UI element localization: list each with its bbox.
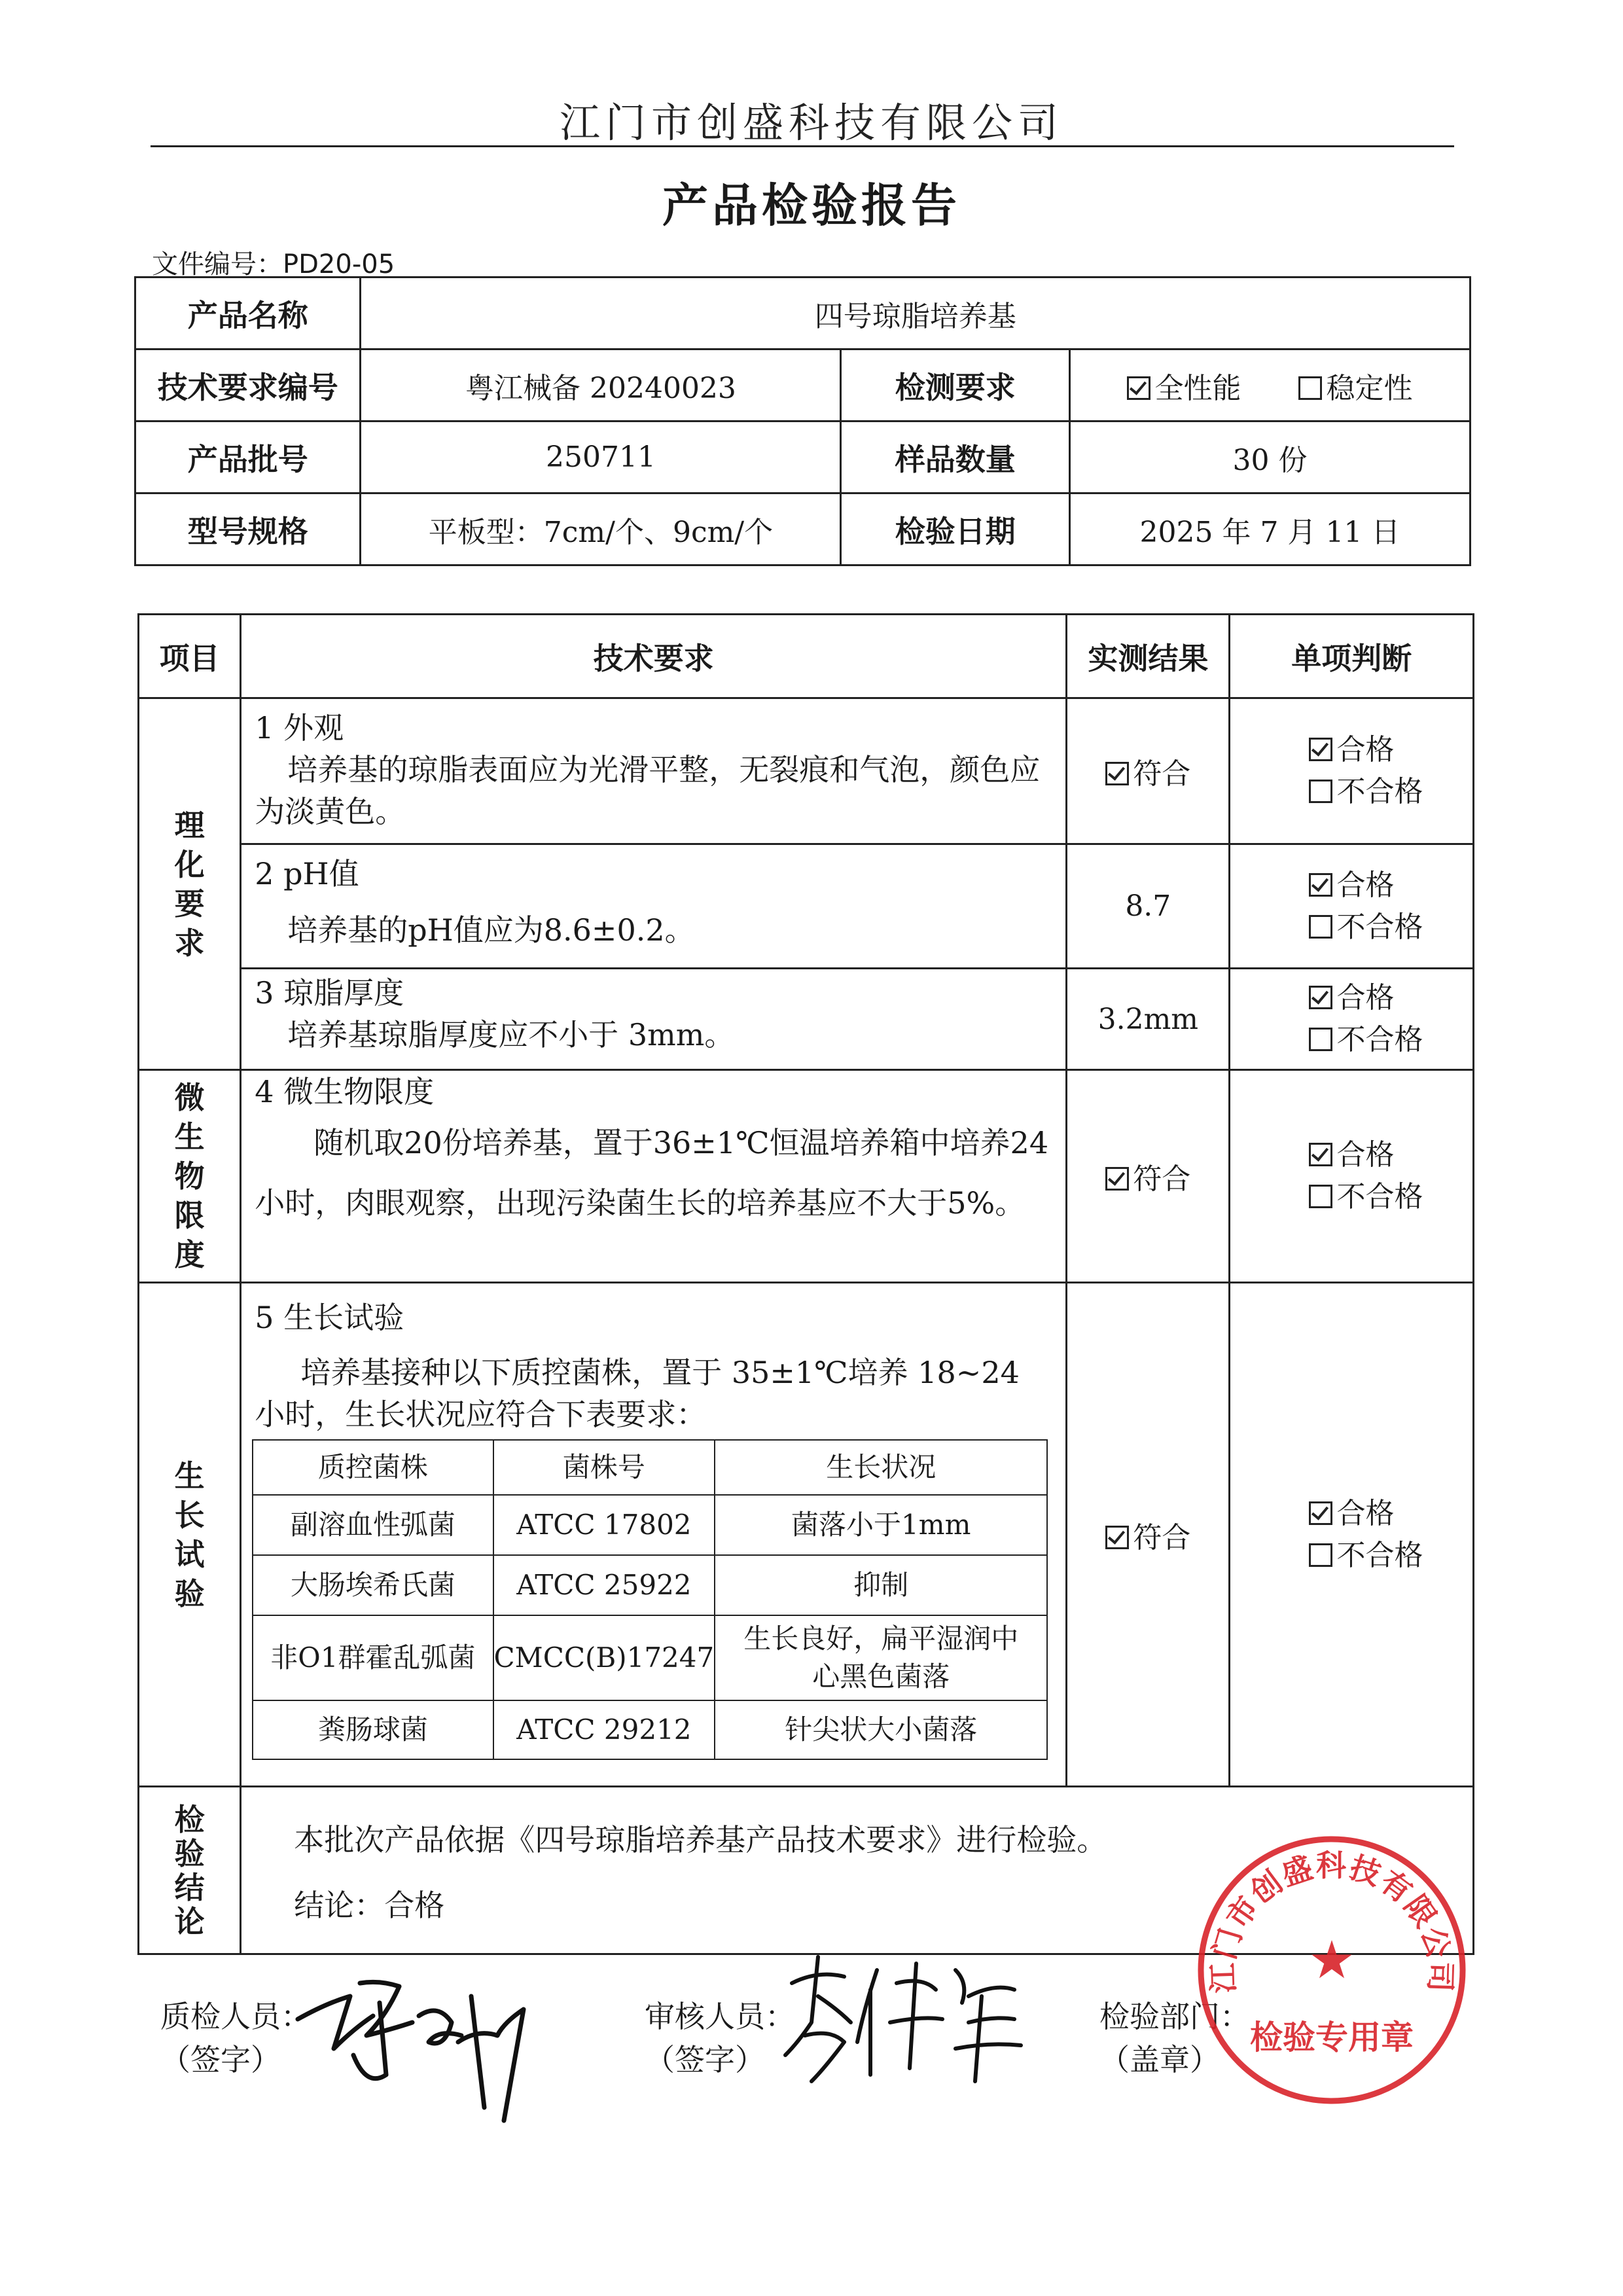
judge-thickness: 合格 不合格 (1230, 969, 1474, 1070)
inspector-label: 质检人员： (160, 1999, 311, 2034)
company-name: 江门市创盛科技有限公司 (559, 99, 1063, 147)
reviewer-label: 审核人员： (645, 1999, 795, 2034)
test-date-value: 2025 年 7 月 11 日 (1069, 493, 1470, 565)
checkbox-checked-icon (1309, 986, 1332, 1009)
reviewer-signature-image (772, 1944, 1034, 2094)
req-growth-text: 培养基接种以下质控菌株，置于 35±1℃培养 18~24 小时，生长状况应符合下表要求： (255, 1355, 1020, 1432)
conclusion-result: 结论：合格 (294, 1888, 445, 1923)
checkbox-checked-icon (1309, 1143, 1332, 1166)
reviewer-sub: （签字） (645, 2042, 765, 2077)
req-appearance-text: 培养基的琼脂表面应为光滑平整，无裂痕和气泡，颜色应为淡黄色。 (255, 752, 1041, 829)
req-micro-title: 4 微生物限度 (255, 1074, 435, 1109)
req-thickness (241, 969, 1067, 1070)
dept-label: 检验部门： (1099, 1999, 1250, 2034)
judge-growth: 合格 不合格 (1230, 1283, 1474, 1787)
req-ph (241, 844, 1067, 969)
sample-qty-value: 30 份 (1069, 422, 1470, 493)
inspector-signature-image (288, 1957, 563, 2127)
header-judgement: 单项判断 (1230, 615, 1474, 698)
dept-sub: （盖章） (1099, 2042, 1220, 2077)
req-thickness-title: 3 琼脂厚度 (255, 975, 404, 1011)
report-title: 产品检验报告 (662, 179, 961, 232)
checkbox-checked-icon (1309, 1501, 1332, 1525)
category-conclusion: 检 验 结 论 (139, 1787, 241, 1954)
header-rule (151, 145, 1454, 147)
req-micro (241, 1070, 1067, 1283)
svg-text:检验专用章: 检验专用章 (1250, 2018, 1414, 2056)
svg-text:★: ★ (1308, 1929, 1355, 1990)
header-result: 实测结果 (1067, 615, 1230, 698)
inspection-seal-stamp (1194, 1833, 1469, 2108)
checkbox-unchecked-icon (1309, 1028, 1332, 1051)
batch-value: 250711 (361, 422, 841, 493)
strain-header-name: 质控菌株 (253, 1440, 493, 1495)
strain-header-code: 菌株号 (493, 1440, 715, 1495)
header-requirement: 技术要求 (241, 615, 1067, 698)
tech-req-no-label: 技术要求编号 (135, 350, 361, 422)
strain-table (252, 1439, 1048, 1760)
req-micro-text: 随机取20份培养基，置于36±1℃恒温培养箱中培养24小时，肉眼观察，出现污染菌生长的培养基应不大于5%。 (255, 1125, 1049, 1221)
option-stability: 稳定性 (1326, 371, 1413, 405)
model-value: 平板型：7cm/个、9cm/个 (361, 493, 841, 565)
result-micro: 符合 (1067, 1070, 1230, 1283)
category-growth: 生 长 试 验 (139, 1283, 241, 1787)
req-ph-title: 2 pH值 (255, 856, 359, 891)
batch-label: 产品批号 (135, 422, 361, 493)
result-thickness: 3.2mm (1067, 969, 1230, 1070)
document-number: 文件编号：PD20-05 (152, 249, 395, 279)
table-row: 大肠埃希氏菌 ATCC 25922 抑制 (253, 1555, 1047, 1615)
req-growth-title: 5 生长试验 (255, 1300, 404, 1335)
checkbox-unchecked-icon (1309, 1543, 1332, 1567)
sample-qty-label: 样品数量 (841, 422, 1069, 493)
checkbox-checked-icon (1309, 873, 1332, 897)
test-req-options (1069, 350, 1470, 422)
req-appearance (241, 698, 1067, 844)
checkbox-unchecked-icon (1309, 1185, 1332, 1208)
tech-req-no-value: 粤江械备 20240023 (361, 350, 841, 422)
checkbox-unchecked-icon (1298, 376, 1322, 400)
model-label: 型号规格 (135, 493, 361, 565)
table-row: 粪肠球菌 ATCC 29212 针尖状大小菌落 (253, 1700, 1047, 1759)
judge-ph: 合格 不合格 (1230, 844, 1474, 969)
req-growth (241, 1283, 1067, 1787)
header-item: 项目 (139, 615, 241, 698)
checkbox-checked-icon (1309, 738, 1332, 761)
product-info-table (134, 276, 1471, 566)
test-req-label: 检测要求 (841, 350, 1069, 422)
svg-text:江门市创盛科技有限公司: 江门市创盛科技有限公司 (1205, 1848, 1459, 1994)
checkbox-checked-icon (1127, 376, 1150, 400)
conclusion-text: 本批次产品依据《四号琼脂培养基产品技术要求》进行检验。 (294, 1822, 1107, 1857)
category-physchem: 理 化 要 求 (139, 698, 241, 1070)
result-growth: 符合 (1067, 1283, 1230, 1787)
inspector-sub: （签字） (160, 2042, 281, 2077)
result-ph: 8.7 (1067, 844, 1230, 969)
table-row: 副溶血性弧菌 ATCC 17802 菌落小于1mm (253, 1495, 1047, 1555)
strain-header-growth: 生长状况 (715, 1440, 1047, 1495)
option-full-performance: 全性能 (1154, 371, 1241, 405)
judge-appearance: 合格 不合格 (1230, 698, 1474, 844)
req-appearance-title: 1 外观 (255, 710, 344, 745)
product-name-label: 产品名称 (135, 278, 361, 350)
checkbox-checked-icon (1105, 1526, 1129, 1549)
checkbox-checked-icon (1105, 1167, 1129, 1191)
checkbox-unchecked-icon (1309, 915, 1332, 939)
req-ph-text: 培养基的pH值应为8.6±0.2。 (287, 912, 695, 948)
req-thickness-text: 培养基琼脂厚度应不小于 3mm。 (287, 1017, 735, 1052)
inspection-results-table (137, 613, 1474, 1955)
checkbox-unchecked-icon (1309, 780, 1332, 803)
table-row: 非O1群霍乱弧菌 CMCC(B)17247 生长良好，扁平湿润中心黑色菌落 (253, 1615, 1047, 1700)
category-micro: 微 生 物 限 度 (139, 1070, 241, 1283)
product-name-value: 四号琼脂培养基 (361, 278, 1471, 350)
result-appearance: 符合 (1067, 698, 1230, 844)
judge-micro: 合格 不合格 (1230, 1070, 1474, 1283)
checkbox-checked-icon (1105, 762, 1129, 785)
test-date-label: 检验日期 (841, 493, 1069, 565)
